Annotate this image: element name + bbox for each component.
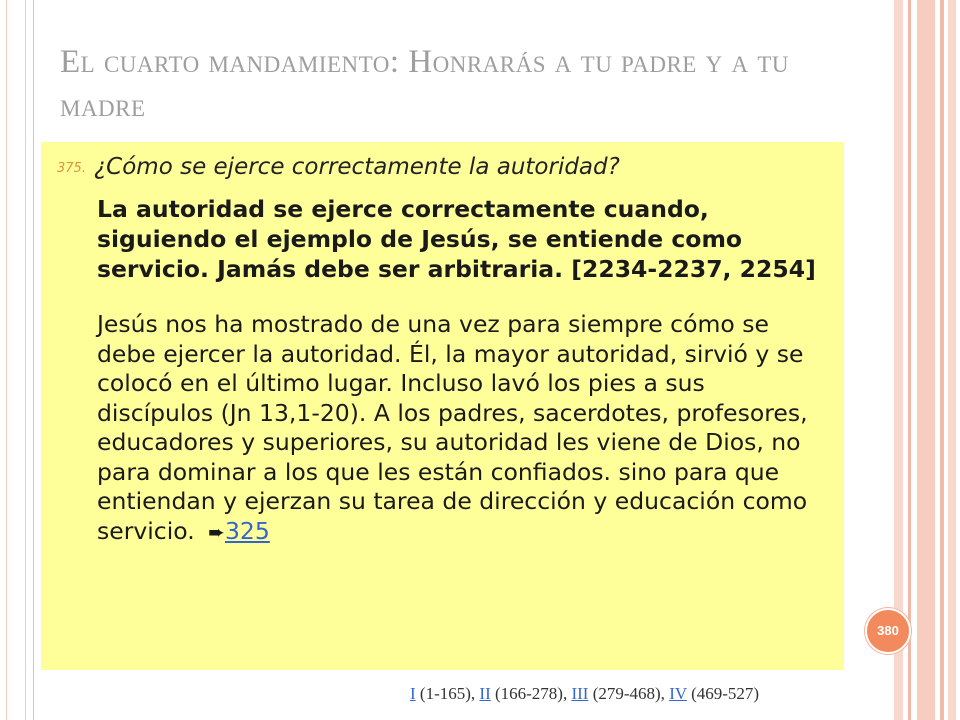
arrow-right-icon: ➨	[208, 519, 225, 544]
footer-navigation	[410, 684, 759, 704]
slide-title: El cuarto mandamiento: Honrarás a tu padre y a tu madre	[60, 44, 789, 124]
explanation	[97, 310, 822, 547]
right-border-stripe	[908, 0, 911, 720]
footer-range-part-1: (1-165),	[419, 684, 476, 703]
left-border-band	[6, 0, 26, 720]
question-number: 375.	[57, 161, 86, 176]
footer-link-part-3[interactable]: III	[571, 684, 589, 703]
right-border-stripe	[917, 0, 935, 720]
content-box	[41, 142, 844, 670]
question	[57, 152, 822, 186]
page-number-badge: 380	[865, 608, 911, 654]
footer-range-part-3: (279-468),	[592, 684, 665, 703]
right-border-stripe	[948, 0, 956, 720]
right-border-stripe	[940, 0, 944, 720]
footer-range-part-2: (166-278),	[494, 684, 568, 703]
explanation-text: Jesús nos ha mostrado de una vez para siempre cómo se debe ejercer la autoridad. Él, la mayor autoridad, sirvió y se colocó en el último lugar. Incluso lavó los pies a sus discípulos (Jn 13,1-20). A los padres, sacerdotes, profesores, educadores y superiores, su autoridad les viene de Dios, no para dominar a los que les están confiados. sino para que entiendan y ejerzan su tarea de dirección y educación como servicio.	[97, 310, 808, 545]
question-text: ¿Cómo se ejerce correctamente la autoridad?	[93, 154, 620, 180]
reference-link-325[interactable]: 325	[224, 516, 270, 545]
footer-link-part-2[interactable]: II	[479, 684, 491, 703]
footer-range-part-4: (469-527)	[691, 684, 760, 703]
footer-link-part-4[interactable]: IV	[669, 684, 687, 703]
answer-text: La autoridad se ejerce correctamente cuando, siguiendo el ejemplo de Jesús, se entiende como servicio. Jamás debe ser arbitraria. [2234-2237, 2254]	[97, 195, 816, 283]
left-decorative-border	[0, 0, 34, 720]
footer-link-part-1[interactable]: I	[410, 684, 416, 703]
